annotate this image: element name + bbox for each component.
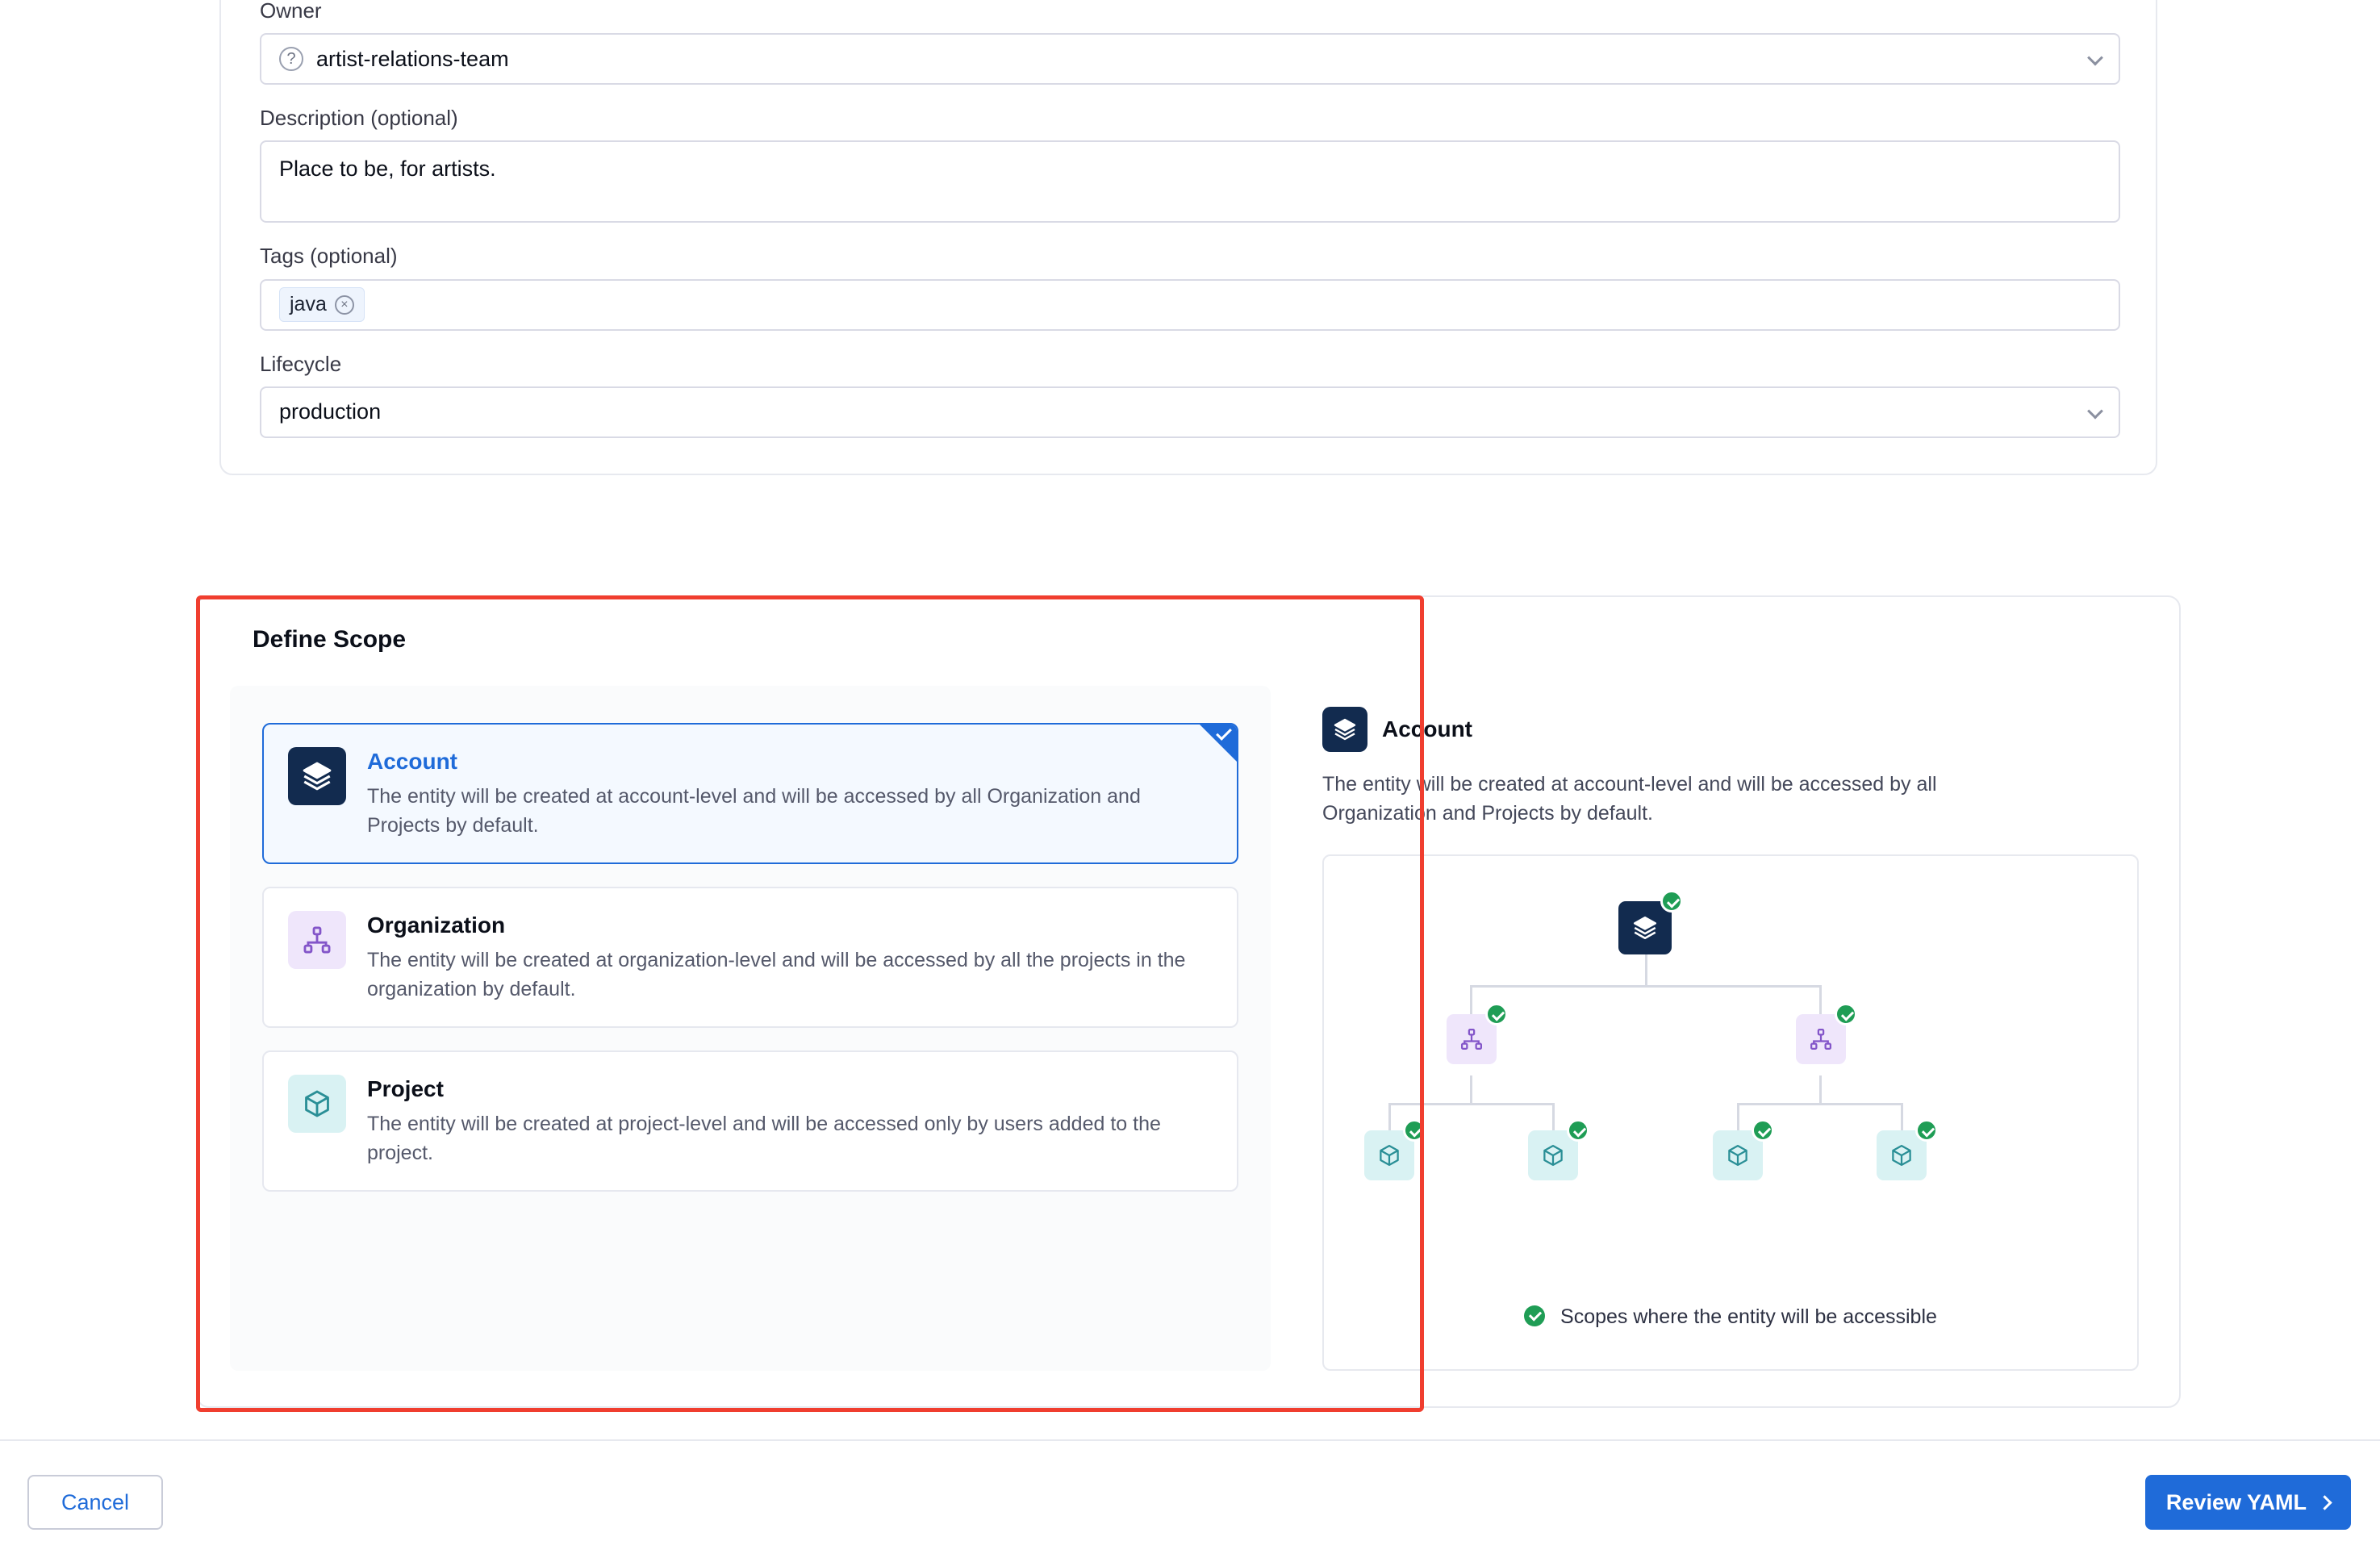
scope-option-account-desc: The entity will be created at account-level and will be accessed by all Organization and Projects by default. xyxy=(367,785,1141,837)
description-field xyxy=(260,106,2117,223)
diagram-node-organization xyxy=(1796,1014,1846,1064)
help-circle-icon: ? xyxy=(279,47,303,71)
description-value: Place to be, for artists. xyxy=(279,157,496,182)
owner-value: artist-relations-team xyxy=(316,46,509,71)
review-yaml-label: Review YAML xyxy=(2165,1489,2307,1514)
diagram-connector xyxy=(1552,1103,1555,1130)
tag-label: java xyxy=(290,293,327,316)
diagram-node-project xyxy=(1877,1130,1927,1180)
diagram-node-organization xyxy=(1447,1014,1497,1064)
lifecycle-value: production xyxy=(279,399,382,424)
scope-preview-title: Account xyxy=(1382,716,1472,741)
diagram-connector xyxy=(1388,1103,1391,1130)
check-badge-icon xyxy=(1752,1119,1774,1142)
diagram-connector xyxy=(1737,1103,1903,1105)
diagram-connector xyxy=(1470,985,1822,988)
entity-details-card xyxy=(219,0,2157,475)
check-badge-icon xyxy=(1403,1119,1426,1142)
scope-option-project[interactable] xyxy=(262,1050,1238,1192)
org-chart-icon xyxy=(288,911,346,969)
close-icon[interactable]: × xyxy=(335,295,354,315)
diagram-connector xyxy=(1901,1103,1903,1130)
diagram-connector xyxy=(1470,1075,1472,1103)
lifecycle-label: Lifecycle xyxy=(260,351,342,376)
tags-label: Tags (optional) xyxy=(260,244,398,269)
check-badge-icon xyxy=(1485,1003,1508,1025)
chevron-right-icon xyxy=(2317,1495,2332,1510)
diagram-connector xyxy=(1470,985,1472,1014)
scope-option-project-name: Project xyxy=(367,1076,444,1101)
diagram-legend-label: Scopes where the entity will be accessible xyxy=(1560,1305,1937,1328)
lifecycle-select[interactable] xyxy=(260,386,2120,438)
diagram-node-project xyxy=(1713,1130,1763,1180)
scope-hierarchy-diagram xyxy=(1322,854,2139,1371)
scope-option-account[interactable] xyxy=(262,723,1238,864)
tags-input[interactable] xyxy=(260,279,2120,331)
review-yaml-button[interactable] xyxy=(2145,1475,2351,1530)
diagram-connector xyxy=(1819,985,1822,1014)
scope-option-organization-desc: The entity will be created at organization-level and will be accessed by all the projects in the organization by default. xyxy=(367,949,1186,1000)
define-scope-card xyxy=(196,595,2181,1408)
scope-option-organization-name: Organization xyxy=(367,913,506,938)
description-label: Description (optional) xyxy=(260,106,458,131)
scope-option-project-desc: The entity will be created at project-level and will be accessed only by users added to the project. xyxy=(367,1113,1161,1164)
owner-select[interactable] xyxy=(260,33,2120,85)
chevron-down-icon xyxy=(2087,50,2103,66)
diagram-connector xyxy=(1737,1103,1739,1130)
layers-icon xyxy=(288,747,346,805)
scope-options-list xyxy=(230,686,1271,1371)
scope-preview-description: The entity will be created at account-level and will be accessed by all Organization and Projects by default. xyxy=(1322,773,1937,825)
diagram-legend xyxy=(1324,1305,2137,1329)
description-textarea[interactable] xyxy=(260,140,2120,223)
diagram-node-account xyxy=(1618,901,1672,954)
check-badge-icon xyxy=(1835,1003,1857,1025)
owner-label: Owner xyxy=(260,0,322,23)
diagram-connector xyxy=(1819,1075,1822,1103)
check-badge-icon xyxy=(1660,890,1683,913)
scope-option-organization[interactable] xyxy=(262,887,1238,1028)
layers-icon xyxy=(1322,707,1367,752)
chevron-down-icon xyxy=(2087,403,2103,419)
diagram-connector xyxy=(1388,1103,1555,1105)
cancel-button[interactable]: Cancel xyxy=(27,1475,163,1530)
diagram-connector xyxy=(1645,953,1647,985)
lifecycle-field xyxy=(260,352,2117,438)
owner-field xyxy=(260,0,2117,85)
tag-chip[interactable] xyxy=(279,287,365,322)
tags-field xyxy=(260,244,2117,330)
check-badge-icon xyxy=(1915,1119,1938,1142)
check-badge-icon xyxy=(1524,1305,1545,1326)
define-scope-title: Define Scope xyxy=(253,626,407,653)
diagram-node-project xyxy=(1364,1130,1414,1180)
scope-preview-panel xyxy=(1306,686,2147,1371)
diagram-node-project xyxy=(1528,1130,1578,1180)
footer-bar xyxy=(0,1439,2380,1562)
cube-icon xyxy=(288,1075,346,1133)
check-badge-icon xyxy=(1567,1119,1589,1142)
scope-option-account-name: Account xyxy=(367,749,457,774)
